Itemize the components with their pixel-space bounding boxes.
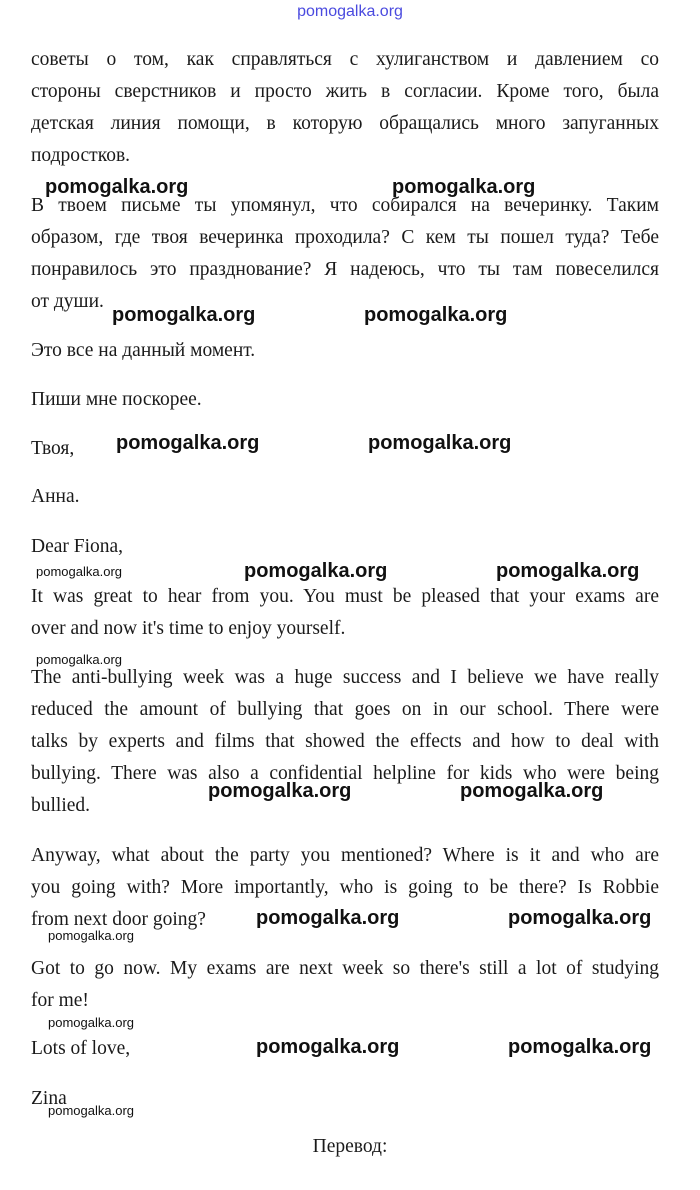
text-line: стороны сверстников и просто жить в согласии. Кроме того, была [31, 81, 659, 102]
watermark: pomogalka.org [460, 780, 604, 802]
translation-label: Перевод: [312, 1136, 388, 1157]
watermark: pomogalka.org [45, 176, 189, 198]
text-line: over and now it's time to enjoy yourself. [31, 618, 346, 639]
text-line: советы о том, как справляться с хулиганством и давлением со [31, 49, 659, 70]
text-line: It was great to hear from you. You must be pleased that your exams are [31, 586, 659, 607]
watermark: pomogalka.org [496, 560, 640, 582]
text-line: talks by experts and films that showed the effects and how to deal with [31, 731, 659, 752]
text-line: Got to go now. My exams are next week so there's still a lot of studying [31, 958, 659, 979]
watermark: pomogalka.org [48, 1015, 134, 1030]
header-watermark[interactable]: pomogalka.org [297, 3, 403, 20]
watermark: pomogalka.org [508, 907, 652, 929]
watermark: pomogalka.org [256, 907, 400, 929]
watermark: pomogalka.org [36, 652, 122, 667]
russian-line-write-soon: Пиши мне поскорее. [31, 389, 202, 410]
text-line: подростков. [31, 145, 131, 166]
text-line: from next door going? [31, 909, 206, 930]
english-closing: Lots of love, [31, 1038, 131, 1059]
text-line: bullying. There was also a confidential helpline for kids who were being [31, 763, 659, 784]
russian-paragraph-1 [31, 44, 659, 172]
text-line: for me! [31, 990, 89, 1011]
text-line: детская линия помощи, в которую обращались много запуганных [31, 113, 659, 134]
watermark: pomogalka.org [508, 1036, 652, 1058]
english-paragraph-4 [31, 953, 659, 1017]
text-line: The anti-bullying week was a huge success and I believe we have really [31, 667, 659, 688]
russian-line-all-for-now: Это все на данный момент. [31, 340, 256, 361]
watermark: pomogalka.org [112, 304, 256, 326]
text-line: bullied. [31, 795, 91, 816]
watermark: pomogalka.org [364, 304, 508, 326]
text-line: Anyway, what about the party you mentioned? Where is it and who are [31, 845, 659, 866]
watermark: pomogalka.org [392, 176, 536, 198]
watermark: pomogalka.org [48, 1103, 134, 1118]
text-line: В твоем письме ты упомянул, что собирался на вечеринку. Таким [31, 195, 659, 216]
watermark: pomogalka.org [116, 432, 260, 454]
russian-paragraph-2 [31, 190, 659, 318]
watermark: pomogalka.org [208, 780, 352, 802]
text-line: reduced the amount of bullying that goes on in our school. There were [31, 699, 659, 720]
text-line: you going with? More importantly, who is going to be there? Is Robbie [31, 877, 659, 898]
watermark: pomogalka.org [36, 564, 122, 579]
russian-signature: Анна. [31, 486, 80, 507]
watermark: pomogalka.org [256, 1036, 400, 1058]
english-paragraph-1 [31, 581, 659, 645]
text-line: от души. [31, 291, 104, 312]
russian-closing: Твоя, [31, 438, 75, 459]
watermark: pomogalka.org [48, 928, 134, 943]
english-greeting: Dear Fiona, [31, 536, 124, 557]
text-line: образом, где твоя вечеринка проходила? С кем ты пошел туда? Тебе [31, 227, 659, 248]
english-signature: Zina [31, 1088, 67, 1109]
text-line: понравилось это празднование? Я надеюсь, что ты там повеселился [31, 259, 659, 280]
watermark: pomogalka.org [368, 432, 512, 454]
watermark: pomogalka.org [244, 560, 388, 582]
